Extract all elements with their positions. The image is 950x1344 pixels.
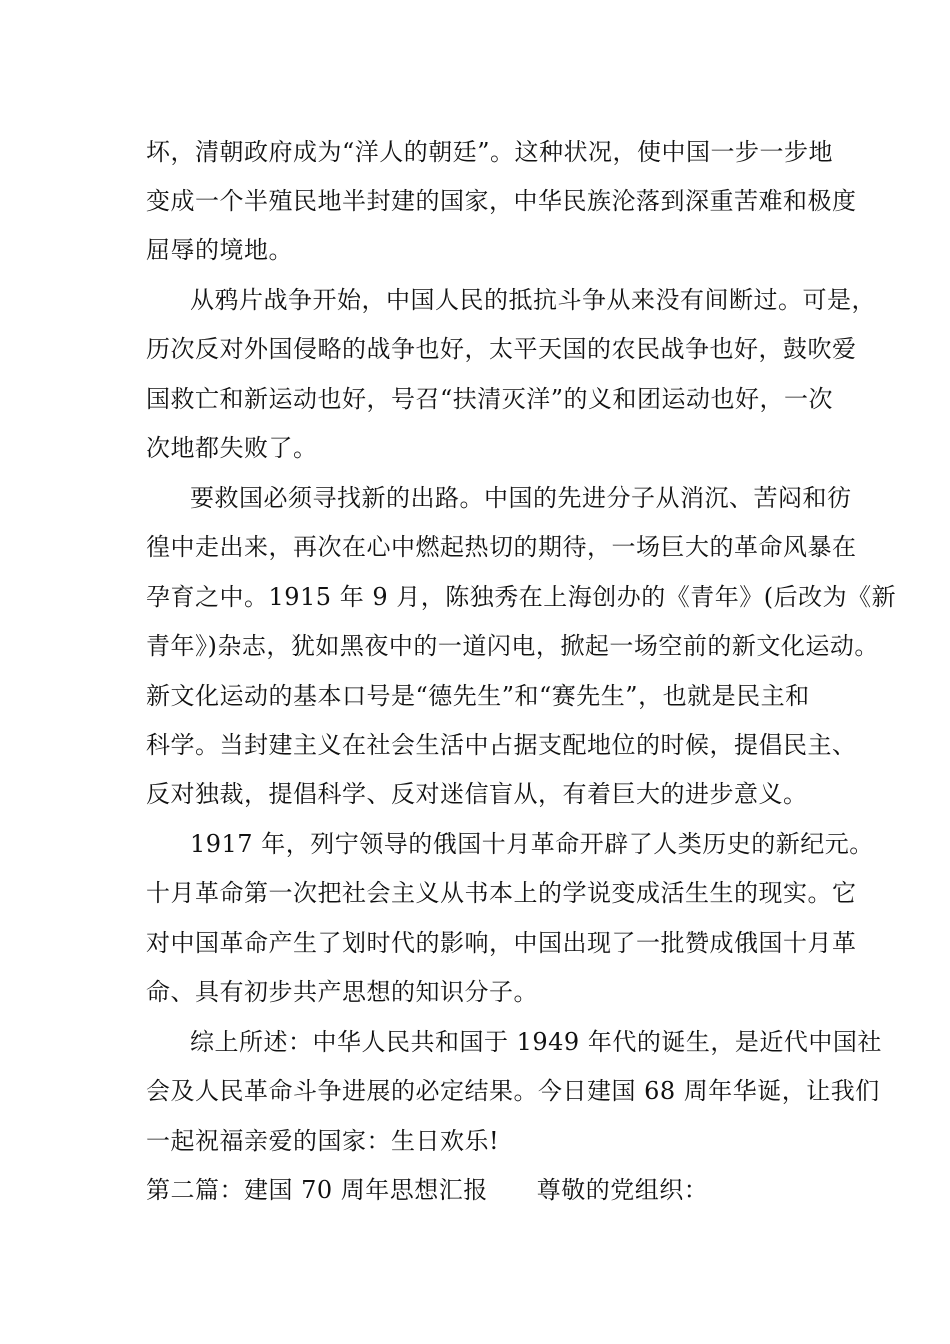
text-line: 变成一个半殖民地半封建的国家，中华民族沦落到深重苦难和极度 <box>146 187 857 215</box>
text-line: 青年》)杂志，犹如黑夜中的一道闪电，掀起一场空前的新文化运动。 <box>146 632 879 660</box>
text-line: 次地都失败了。 <box>146 434 318 462</box>
text-line: 命、具有初步共产思想的知识分子。 <box>146 978 538 1006</box>
text-line: 历次反对外国侵略的战争也好，太平天国的农民战争也好，鼓吹爱 <box>146 335 857 363</box>
text-line: 对中国革命产生了划时代的影响，中国出现了一批赞成俄国十月革 <box>146 929 857 957</box>
text-line: 科学。当封建主义在社会生活中占据支配地位的时候，提倡民主、 <box>146 731 857 759</box>
text-line: 坏，清朝政府成为“洋人的朝廷”。这种状况，使中国一步一步地 <box>146 138 834 166</box>
section-heading: 第二篇：建国 70 周年思想汇报 尊敬的党组织： <box>146 1176 709 1204</box>
text-line: 孕育之中。1915 年 9 月，陈独秀在上海创办的《青年》(后改为《新 <box>146 583 897 611</box>
text-line: 屈辱的境地。 <box>146 236 293 264</box>
text-line: 1917 年，列宁领导的俄国十月革命开辟了人类历史的新纪元。 <box>190 830 874 858</box>
text-line: 从鸦片战争开始，中国人民的抵抗斗争从来没有间断过。可是， <box>190 286 876 314</box>
text-line: 一起祝福亲爱的国家：生日欢乐! <box>146 1127 500 1155</box>
text-line: 新文化运动的基本口号是“德先生”和“赛先生”，也就是民主和 <box>146 682 810 710</box>
text-line: 综上所述：中华人民共和国于 1949 年代的诞生，是近代中国社 <box>190 1028 882 1056</box>
text-line: 国救亡和新运动也好，号召“扶清灭洋”的义和团运动也好，一次 <box>146 385 834 413</box>
text-line: 会及人民革命斗争进展的必定结果。今日建国 68 周年华诞，让我们 <box>146 1077 880 1105</box>
text-line: 徨中走出来，再次在心中燃起热切的期待，一场巨大的革命风暴在 <box>146 533 857 561</box>
text-line: 要救国必须寻找新的出路。中国的先进分子从消沉、苦闷和彷 <box>190 484 852 512</box>
text-line: 反对独裁，提倡科学、反对迷信盲从，有着巨大的进步意义。 <box>146 780 808 808</box>
text-line: 十月革命第一次把社会主义从书本上的学说变成活生生的现实。它 <box>146 879 857 907</box>
